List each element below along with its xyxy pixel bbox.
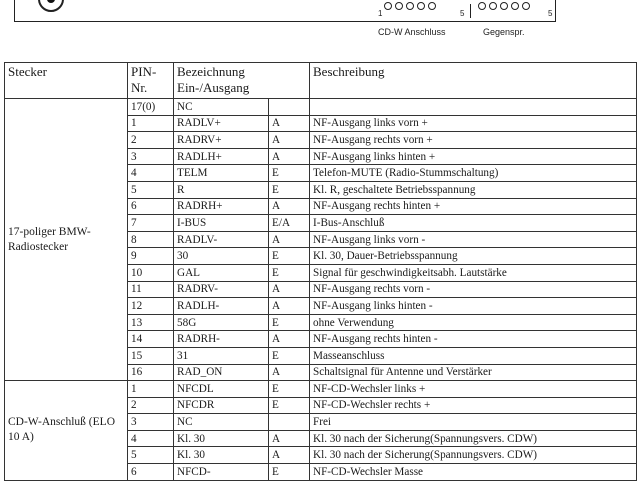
pin-number-cell: 3 (128, 148, 174, 165)
signal-name-cell: NC (174, 414, 269, 431)
pin-number-cell: 15 (128, 347, 174, 364)
description-cell: I-Bus-Anschluß (310, 215, 637, 232)
pin-number-cell: 2 (128, 397, 174, 414)
table-row (5, 381, 637, 398)
description-cell: NF-Ausgang links hinten + (310, 148, 637, 165)
pin-assignment-table (4, 62, 637, 481)
io-direction-cell: A (269, 115, 310, 132)
table-header-row (5, 63, 637, 99)
io-direction-cell: E/A (269, 215, 310, 232)
io-direction-cell: A (269, 231, 310, 248)
signal-name-cell: RADRH+ (174, 198, 269, 215)
connector-diagram (0, 0, 640, 46)
pin-number-cell: 10 (128, 264, 174, 281)
signal-name-cell: NFCDR (174, 397, 269, 414)
signal-name-cell: RADRV- (174, 281, 269, 298)
pin-number-cell: 6 (128, 198, 174, 215)
pin-circle (478, 2, 486, 10)
io-direction-cell: A (269, 132, 310, 149)
description-cell: NF-Ausgang links vorn + (310, 115, 637, 132)
io-direction-cell: A (269, 331, 310, 348)
description-cell: Kl. 30 nach der Sicherung(Spannungsvers. CDW) (310, 430, 637, 447)
description-cell: NF-Ausgang links vorn - (310, 231, 637, 248)
pin-circle (489, 2, 497, 10)
pin-number-cell: 4 (128, 165, 174, 182)
pin-circle (417, 2, 425, 10)
pin-circle (406, 2, 414, 10)
io-direction-cell: E (269, 397, 310, 414)
cd-w-pin-row (384, 2, 436, 10)
diagram-outline (14, 0, 556, 22)
pin-number-cell: 13 (128, 314, 174, 331)
description-cell: NF-Ausgang links hinten - (310, 298, 637, 315)
signal-name-cell: TELM (174, 165, 269, 182)
io-direction-cell: A (269, 198, 310, 215)
io-direction-cell: A (269, 364, 310, 381)
io-direction-cell: E (269, 464, 310, 481)
pin-number-cell: 16 (128, 364, 174, 381)
pin-number-cell: 6 (128, 464, 174, 481)
description-cell: Schaltsignal für Antenne und Verstärker (310, 364, 637, 381)
io-direction-cell: E (269, 264, 310, 281)
pin-number-cell: 14 (128, 331, 174, 348)
connector-label: CD-W Anschluss (378, 27, 446, 37)
pin-number-cell: 17(0) (128, 99, 174, 116)
description-cell: Kl. 30, Dauer-Betriebsspannung (310, 248, 637, 265)
signal-name-cell: Kl. 30 (174, 447, 269, 464)
signal-name-cell: RADRH- (174, 331, 269, 348)
table-body (5, 99, 637, 481)
signal-name-cell: RADLV+ (174, 115, 269, 132)
header-beschreibung: Beschreibung (310, 63, 637, 99)
pin-number-end: 5 (548, 9, 553, 18)
signal-name-cell: 31 (174, 347, 269, 364)
description-cell: Kl. 30 nach der Sicherung(Spannungsvers. CDW) (310, 447, 637, 464)
connector-group-label: 17-poliger BMW-Radiostecker (5, 99, 128, 381)
signal-name-cell: RADLH- (174, 298, 269, 315)
io-direction-cell: E (269, 347, 310, 364)
io-direction-cell (269, 99, 310, 116)
signal-name-cell: Kl. 30 (174, 430, 269, 447)
io-direction-cell: E (269, 165, 310, 182)
signal-name-cell: I-BUS (174, 215, 269, 232)
pin-circle (500, 2, 508, 10)
description-cell: NF-CD-Wechsler Masse (310, 464, 637, 481)
description-cell: Signal für geschwindigkeitsabh. Lautstärke (310, 264, 637, 281)
description-cell: ohne Verwendung (310, 314, 637, 331)
pin-circle (395, 2, 403, 10)
description-cell: NF-Ausgang rechts hinten + (310, 198, 637, 215)
description-cell: Kl. R, geschaltete Betriebsspannung (310, 181, 637, 198)
diagram-divider (470, 4, 471, 18)
pin-number-cell: 1 (128, 381, 174, 398)
io-direction-cell: A (269, 281, 310, 298)
pin-number-cell: 7 (128, 215, 174, 232)
signal-name-cell: RADRV+ (174, 132, 269, 149)
description-cell: Frei (310, 414, 637, 431)
io-direction-cell (269, 414, 310, 431)
pin-number-cell: 2 (128, 132, 174, 149)
io-direction-cell: A (269, 148, 310, 165)
pin-number-cell: 1 (128, 115, 174, 132)
signal-name-cell: RAD_ON (174, 364, 269, 381)
description-cell: Telefon-MUTE (Radio-Stummschaltung) (310, 165, 637, 182)
table-row (5, 99, 637, 116)
io-direction-cell: A (269, 430, 310, 447)
description-cell: NF-Ausgang rechts hinten - (310, 331, 637, 348)
signal-name-cell: NFCD- (174, 464, 269, 481)
pin-number-mid: 5 (460, 9, 465, 18)
pin-number-cell: 5 (128, 181, 174, 198)
counterpart-pin-row (478, 2, 530, 10)
pin-number-cell: 4 (128, 430, 174, 447)
description-cell: NF-Ausgang rechts vorn + (310, 132, 637, 149)
pin-number-cell: 12 (128, 298, 174, 315)
signal-name-cell: RADLV- (174, 231, 269, 248)
pin-circle (522, 2, 530, 10)
pin-circle (384, 2, 392, 10)
signal-name-cell: RADLH+ (174, 148, 269, 165)
io-direction-cell: A (269, 298, 310, 315)
signal-name-cell: GAL (174, 264, 269, 281)
header-stecker: Stecker (5, 63, 128, 99)
header-pin-nr: PIN- Nr. (128, 63, 174, 99)
counterpart-label: Gegenspr. (483, 27, 525, 37)
io-direction-cell: E (269, 181, 310, 198)
pin-number-cell: 11 (128, 281, 174, 298)
io-direction-cell: E (269, 248, 310, 265)
description-cell (310, 99, 637, 116)
io-direction-cell: E (269, 314, 310, 331)
pin-number-cell: 3 (128, 414, 174, 431)
pin-circle (428, 2, 436, 10)
signal-name-cell: 30 (174, 248, 269, 265)
signal-name-cell: NC (174, 99, 269, 116)
description-cell: NF-CD-Wechsler links + (310, 381, 637, 398)
pin-number-cell: 8 (128, 231, 174, 248)
description-cell: NF-Ausgang rechts vorn - (310, 281, 637, 298)
io-direction-cell: A (269, 447, 310, 464)
signal-name-cell: 58G (174, 314, 269, 331)
description-cell: NF-CD-Wechsler rechts + (310, 397, 637, 414)
signal-name-cell: NFCDL (174, 381, 269, 398)
description-cell: Masseanschluss (310, 347, 637, 364)
signal-name-cell: R (174, 181, 269, 198)
pin-number-cell: 9 (128, 248, 174, 265)
pin-number-start: 1 (378, 9, 383, 18)
io-direction-cell: E (269, 381, 310, 398)
header-bezeichnung: Bezeichnung Ein-/Ausgang (174, 63, 310, 99)
pin-circle (511, 2, 519, 10)
pin-number-cell: 5 (128, 447, 174, 464)
connector-group-label: CD-W-Anschluß (ELO 10 A) (5, 381, 128, 481)
